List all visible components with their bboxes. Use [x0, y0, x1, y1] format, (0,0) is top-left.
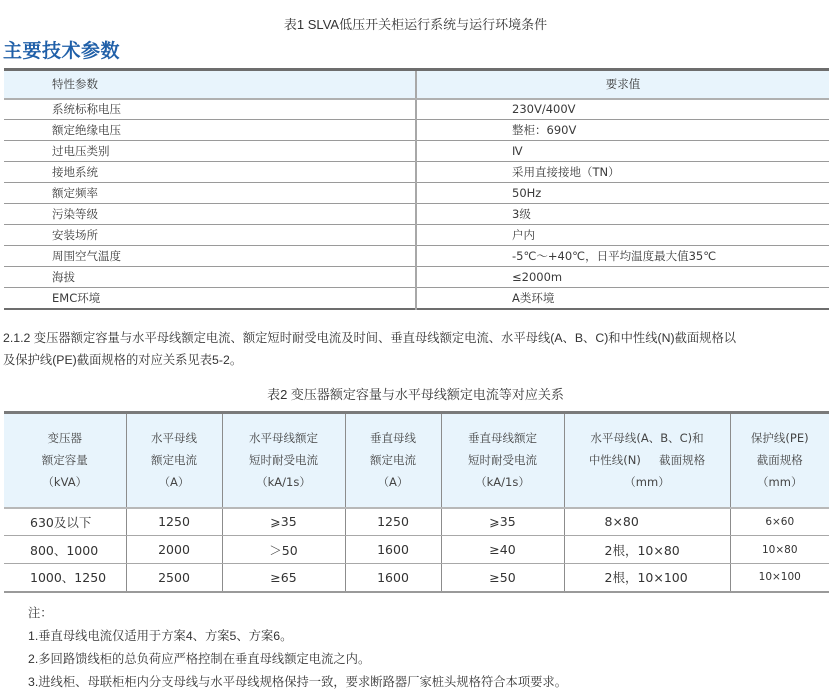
header-line: 截面规格 [756, 453, 803, 468]
cell: 1250 [126, 508, 222, 536]
cell: ⩾35 [441, 508, 564, 536]
notes-label: 注： [28, 606, 53, 620]
header-line: 中性线(N) 截面规格 [588, 453, 706, 468]
cell: 10×80 [730, 536, 829, 564]
header-line: 额定电流 [151, 453, 197, 468]
section-paragraph [3, 327, 831, 371]
table-row [4, 246, 829, 267]
parameter-cell: 额定频率 [4, 183, 416, 204]
header-line: 额定电流 [370, 453, 416, 468]
cell: ≥50 [441, 564, 564, 592]
header-unit: （mm） [757, 475, 803, 490]
parameter-cell: 海拔 [4, 267, 416, 288]
value-cell: 整柜：690V [512, 123, 577, 137]
cell: ≥65 [222, 564, 345, 592]
parameter-cell: 接地系统 [4, 162, 416, 183]
cell: 1600 [345, 564, 441, 592]
header-line: 垂直母线额定 [468, 431, 537, 446]
value-cell: Ⅳ [512, 144, 523, 158]
table-row [4, 564, 829, 592]
header-unit: （A） [377, 475, 409, 490]
cell: 6×60 [730, 508, 829, 536]
cell: 10×100 [758, 571, 801, 584]
header-line: 短时耐受电流 [468, 453, 537, 468]
header-line: 水平母线 [151, 431, 197, 446]
header-line: 保护线(PE) [750, 431, 809, 446]
parameter-cell: 额定绝缘电压 [4, 120, 416, 141]
capacity-cell: 800、1000 [4, 536, 126, 564]
value-cell: 230V/400V [512, 102, 576, 117]
cell: 2000 [126, 536, 222, 564]
capacity-cell: 1000、1250 [4, 564, 126, 592]
paragraph-line-1: 2.1.2 变压器额定容量与水平母线额定电流、额定短时耐受电流及时间、垂直母线额定电流、水平母线(A、B、C)和中性线(N)截面规格以 [3, 331, 737, 345]
header-transformer-capacity [4, 413, 126, 508]
cell: 1250 [345, 508, 441, 536]
header-horizontal-bus-withstand [222, 413, 345, 508]
table-row [4, 267, 829, 288]
header-line: 水平母线额定 [249, 431, 318, 446]
table-row [4, 536, 829, 564]
table-row [4, 204, 829, 225]
table-header-row [4, 70, 829, 99]
cell: ⩾35 [222, 508, 345, 536]
table-row [4, 141, 829, 162]
cell: 2根，10×80 [564, 536, 730, 564]
table-row [4, 162, 829, 183]
parameter-cell: 过电压类别 [4, 141, 416, 162]
table1-caption: 表1 SLVA低压开关柜运行系统与运行环境条件 [283, 17, 548, 32]
table-row [4, 288, 829, 309]
note-item: 1.垂直母线电流仅适用于方案4、方案5、方案6。 [28, 629, 293, 643]
value-cell: 3级 [512, 207, 531, 221]
header-line: 变压器 [47, 431, 82, 446]
busbar-spec-table [4, 411, 829, 593]
header-horizontal-bus-current [126, 413, 222, 508]
value-cell: -5℃～+40℃，日平均温度最大值35℃ [512, 249, 717, 263]
table-row [4, 225, 829, 246]
cell: 2500 [126, 564, 222, 592]
header-line: 额定容量 [41, 453, 88, 468]
parameter-cell: 安装场所 [4, 225, 416, 246]
value-cell: 户内 [512, 228, 535, 242]
parameter-cell: 周围空气温度 [4, 246, 416, 267]
header-vertical-bus-current [345, 413, 441, 508]
header-pe-cross-section [730, 413, 829, 508]
header-unit: （A） [158, 475, 190, 490]
header-unit: （kA/1s） [475, 475, 530, 490]
cell: ＞50 [222, 536, 345, 564]
cell: 2根，10×100 [564, 564, 730, 592]
header-line: 垂直母线 [370, 431, 416, 446]
cell: ≥40 [441, 536, 564, 564]
header-vertical-bus-withstand [441, 413, 564, 508]
header-unit: （kVA） [42, 475, 88, 490]
cell: 1600 [345, 536, 441, 564]
table-header-row [4, 413, 829, 508]
section-title: 主要技术参数 [3, 40, 121, 62]
parameter-cell: EMC环境 [4, 288, 416, 309]
value-cell: 采用直接接地（TN） [512, 165, 620, 179]
table-row [4, 508, 829, 536]
operating-conditions-table [4, 68, 829, 310]
paragraph-line-2: 及保护线(PE)截面规格的对应关系见表5-2。 [3, 353, 243, 367]
notes-block [28, 602, 567, 694]
header-unit: （kA/1s） [256, 475, 311, 490]
parameter-cell: 系统标称电压 [4, 99, 416, 120]
header-requirement: 要求值 [416, 70, 829, 99]
header-line: 短时耐受电流 [249, 453, 318, 468]
header-bus-cross-section [564, 413, 730, 508]
note-item: 3.进线柜、母联柜柜内分支母线与水平母线规格保持一致，要求断路器厂家桩头规格符合本项要求。 [28, 675, 568, 689]
note-item: 2.多回路馈线柜的总负荷应严格控制在垂直母线额定电流之内。 [28, 652, 371, 666]
capacity-cell: 630及以下 [4, 508, 126, 536]
header-line: 水平母线(A、B、C)和 [590, 431, 704, 446]
value-cell: ≤2000m [512, 270, 563, 284]
table-row [4, 120, 829, 141]
table-row [4, 183, 829, 204]
parameter-cell: 污染等级 [4, 204, 416, 225]
value-cell: 50Hz [512, 186, 542, 200]
value-cell: A类环境 [512, 290, 555, 305]
cell: 8×80 [564, 508, 730, 536]
table-row [4, 99, 829, 120]
header-unit: （mm） [624, 475, 670, 490]
table2-caption: 表2 变压器额定容量与水平母线额定电流等对应关系 [267, 387, 564, 402]
header-parameter: 特性参数 [4, 70, 416, 99]
